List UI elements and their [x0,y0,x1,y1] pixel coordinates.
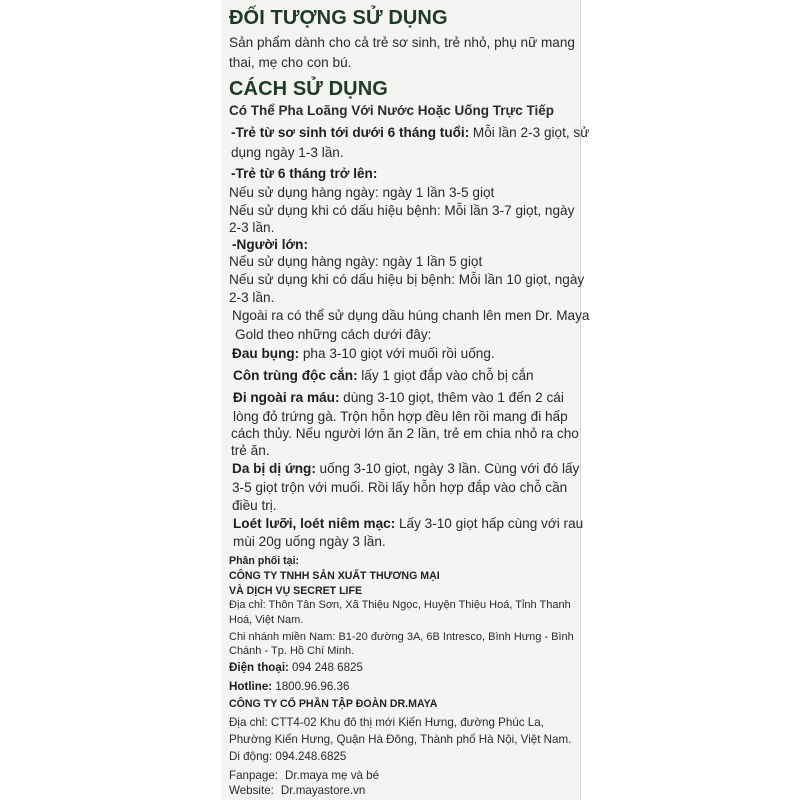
target-line: Sản phẩm dành cho cả trẻ sơ sinh, trẻ nhỏ, phụ nữ mang [229,35,575,50]
remedy-text-line: lòng đỏ trứng gà. Trộn hỗn hợp đều lên rồi mang đi hấp [233,409,568,424]
usage-child-line: 2-3 lần. [229,220,275,235]
remedy-label: Đau bụng: [232,346,300,361]
group-address: Phường Kiến Hưng, Quận Hà Đông, Thành phố Hà Nội, Việt Nam. [229,733,572,746]
distributor-branch: Chánh - Tp. Hồ Chí Minh. [229,645,355,657]
group-fanpage [229,768,379,783]
usage-heading: CÁCH SỬ DỤNG [229,78,388,100]
fanpage-label: Fanpage: [229,769,278,782]
usage-adult-label [232,236,308,254]
usage-child-line: Nếu sử dụng hàng ngày: ngày 1 lần 3-5 giọt [229,185,495,200]
remedy-stomach-ache [232,345,495,363]
remedy-text-line: mùi 20g uống ngày 3 lần. [233,534,386,549]
remedy-text: dùng 3-10 giọt, thêm vào 1 đến 2 cái [343,390,564,405]
website-label: Website: [229,784,274,797]
usage-adult-line: Nếu sử dụng khi có dấu hiệu bị bệnh: Mỗi lần 10 giọt, ngày [229,272,585,287]
usage-adult-line: Nếu sử dụng hàng ngày: ngày 1 lần 5 giọt [229,254,483,269]
group-mobile: Di động: 094.248.6825 [229,750,347,763]
website-value: Dr.mayastore.vn [280,784,366,797]
remedy-bloody-stool [233,389,564,407]
distributor-company: VÀ DỊCH VỤ SECRET LIFE [229,585,363,597]
remedy-text: uống 3-10 giọt, ngày 3 lần. Cùng với đó lấy [319,461,580,476]
remedy-text-line: 3-5 giọt trộn với muối. Rồi lấy hỗn hợp đắp vào chỗ cần [232,480,568,495]
usage-child-line: Nếu sử dụng khi có dấu hiệu bệnh: Mỗi lần 3-7 giọt, ngày [229,203,575,218]
distributor-hotline [229,679,349,694]
distributor-address: Địa chỉ: Thôn Tân Sơn, Xã Thiệu Ngọc, Huyện Thiệu Hoá, Tỉnh Thanh [229,599,571,611]
usage-child-label-text: -Trẻ từ 6 tháng trở lên: [231,166,378,181]
remedy-text: pha 3-10 giọt với muối rồi uống. [302,346,495,361]
remedy-text-line: trẻ ăn. [231,443,270,458]
usage-infant-label: -Trẻ từ sơ sinh tới dưới 6 tháng tuổi: [231,125,470,140]
remedy-text-line: điều trị. [232,498,277,513]
usage-adult-label-text: -Người lớn: [232,237,308,252]
usage-infant-text: Mỗi lần 2-3 giọt, sử [472,125,590,140]
group-address: Địa chỉ: CTT4-02 Khu đô thị mới Kiến Hưng, đường Phúc La, [229,716,544,729]
fanpage-value: Dr.maya mẹ và bé [285,769,380,782]
phone-label: Điện thoại: [229,661,289,674]
usage-child-label [231,165,377,183]
remedy-label: Đi ngoài ra máu: [233,390,340,405]
remedy-mouth-ulcer [233,515,583,533]
remedy-skin-allergy [232,460,579,478]
usage-adult-line: 2-3 lần. [229,290,275,305]
group-website [229,783,365,798]
distributor-branch: Chi nhánh miền Nam: B1-20 đường 3A, 6B Intresco, Bình Hưng - Bình [229,631,574,643]
remedy-label: Loét lưỡi, loét niêm mạc: [233,516,396,531]
usage-other-intro: Gold theo những cách dưới đây: [235,327,432,342]
distributor-address: Hoá, Việt Nam. [229,614,304,626]
usage-infant-line: dụng ngày 1-3 lần. [231,145,344,160]
remedy-label: Côn trùng độc cắn: [233,368,358,383]
phone-value: 094 248 6825 [292,661,363,674]
group-company: CÔNG TY CỔ PHẦN TẬP ĐOÀN DR.MAYA [229,698,438,710]
hotline-label: Hotline: [229,680,273,693]
remedy-text: Lấy 3-10 giọt hấp cùng với rau [398,516,584,531]
distributor-company: CÔNG TY TNHH SẢN XUẤT THƯƠNG MẠI [229,570,440,582]
remedy-label: Da bị dị ứng: [232,461,316,476]
remedy-text-line: cách thủy. Nếu người lớn ăn 2 lần, trẻ em chia nhỏ ra cho [231,426,579,441]
remedy-insect-bite [233,367,534,385]
distributor-phone [229,660,363,675]
usage-infant-line [231,124,589,142]
remedy-text: lấy 1 giọt đắp vào chỗ bị cắn [361,368,534,383]
usage-other-intro: Ngoài ra có thể sử dụng dầu húng chanh lên men Dr. Maya [232,308,590,323]
distributor-label: Phân phối tại: [229,555,300,567]
target-line: thai, mẹ cho con bú. [229,55,352,70]
hotline-value: 1800.96.96.36 [275,680,350,693]
usage-subheading: Có Thể Pha Loãng Với Nước Hoặc Uống Trực Tiếp [229,103,555,118]
target-heading: ĐỐI TƯỢNG SỬ DỤNG [229,7,448,29]
